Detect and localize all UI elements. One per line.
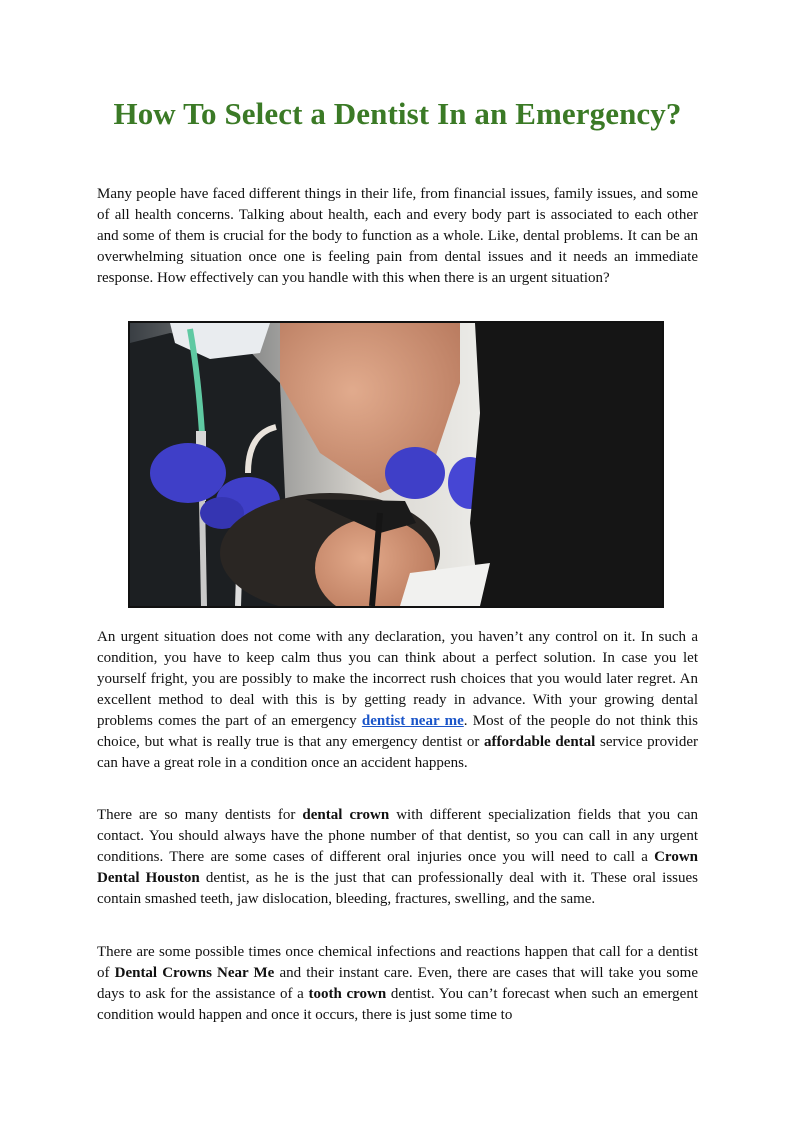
- p2-text-middle: . Most of the people do not think this choice, but what is really true is that any emergency dentist or: [97, 713, 698, 750]
- urgent-situation-paragraph: [97, 627, 698, 774]
- p4-text-1: There are some possible times once chemical infections and reactions happen that call for a dentist of: [97, 944, 698, 981]
- affordable-dental-bold: affordable dental: [484, 734, 596, 750]
- crown-dental-houston-bold: Crown Dental Houston: [97, 849, 698, 886]
- p3-text-3: dentist, as he is the just that can professionally deal with it. These oral issues contain smashed teeth, jaw dislocation, bleeding, fractures, swelling, and the same.: [97, 870, 698, 907]
- dental-procedure-photo: [128, 321, 664, 608]
- p2-text-start: An urgent situation does not come with any declaration, you haven’t any control on it. In such a condition, you have to keep calm thus you can think about a perfect solution. In case you let yourself fright, you are possibly to make the incorrect rush choices that you would later regret. An excellent method to deal with this is by getting ready in advance. With your growing dental problems comes the part of an emergency: [97, 629, 698, 729]
- page-title: How To Select a Dentist In an Emergency?: [113, 96, 682, 131]
- p3-text-1: There are so many dentists for: [97, 807, 303, 823]
- chemical-infections-paragraph: [97, 942, 698, 1026]
- dental-crown-bold: dental crown: [302, 807, 390, 823]
- p4-text-2: and their instant care. Even, there are cases that will take you some days to ask for the assistance of a: [97, 965, 699, 1002]
- tooth-crown-bold: tooth crown: [308, 986, 387, 1002]
- p2-text-end: service provider can have a great role in a condition once an accident happens.: [97, 734, 698, 771]
- dentist-near-me-link[interactable]: dentist near me: [361, 713, 464, 729]
- intro-paragraph: Many people have faced different things in their life, from financial issues, family issues, and some of all health concerns. Talking about health, each and every body part is associated to each other and some of them is crucial for the body to function as a whole. Like, dental problems. It can be an overwhelming situation once one is feeling pain from dental issues and it needs an immediate response. How effectively can you handle with this when there is an urgent situation?: [97, 186, 698, 286]
- dental-crown-paragraph: [97, 805, 698, 910]
- p4-text-3: dentist. You can’t forecast when such an emergent condition would happen and once it occurs, there is just some time to: [97, 986, 698, 1023]
- p3-text-2: with different specialization fields that you can contact. You should always have the phone number of that dentist, so you can call in any urgent conditions. There are some cases of different oral injuries once you will need to call a: [97, 807, 698, 865]
- dental-crowns-near-me-bold: Dental Crowns Near Me: [114, 965, 275, 981]
